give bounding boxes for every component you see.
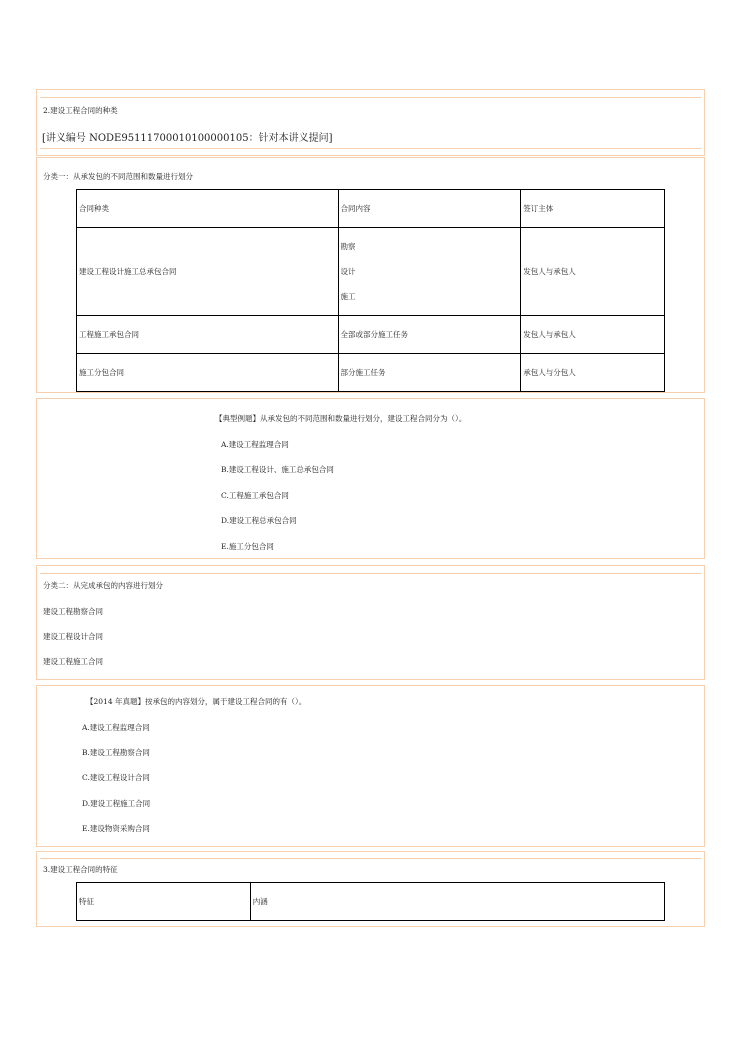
table-header-cell: 内涵 — [250, 883, 664, 921]
example1-option: D.建设工程总承包合同 — [221, 516, 297, 525]
class2-item: 建设工程施工合同 — [43, 657, 103, 666]
table-cell: 发包人与承包人 — [521, 316, 665, 354]
example1-option: C.工程施工承包合同 — [221, 491, 289, 500]
section3-title: 3.建设工程合同的特征 — [43, 865, 118, 874]
table-header-cell: 特征 — [77, 883, 251, 921]
section3-table — [76, 882, 665, 921]
example2-option: D.建设工程施工合同 — [82, 799, 151, 808]
table-header-cell: 合同内容 — [338, 190, 521, 228]
table-cell — [338, 228, 521, 316]
table-cell: 部分施工任务 — [338, 354, 521, 392]
table-cell: 承包人与分包人 — [521, 354, 665, 392]
divider — [40, 573, 701, 574]
lecture-ref-link[interactable]: [讲义编号 NODE95111700010100000105：针对本讲义提问] — [42, 133, 333, 144]
table-header-cell: 签订主体 — [521, 190, 665, 228]
class2-heading: 分类二：从完成承包的内容进行划分 — [43, 581, 163, 590]
example1-option: A.建设工程监理合同 — [221, 440, 289, 449]
divider — [40, 148, 701, 149]
content-item: 勘察 — [340, 242, 356, 251]
table-cell: 施工分包合同 — [77, 354, 339, 392]
table-header-cell: 合同种类 — [77, 190, 339, 228]
table-header-row — [77, 883, 665, 921]
example1-question: 【典型例题】从承发包的不同范围和数量进行划分，建设工程合同分为（）。 — [215, 414, 467, 423]
example2-option: A.建设工程监理合同 — [82, 723, 150, 732]
class2-item: 建设工程设计合同 — [43, 632, 103, 641]
example2-option: E.建设物资采购合同 — [82, 824, 150, 833]
table-cell: 发包人与承包人 — [521, 228, 665, 316]
table-cell: 建设工程设计施工总承包合同 — [77, 228, 339, 316]
table-row — [77, 354, 665, 392]
section2-title: 2.建设工程合同的种类 — [43, 106, 118, 115]
example1-option: B.建设工程设计、施工总承包合同 — [221, 465, 334, 474]
example2-question: 【2014 年真题】按承包的内容划分，属于建设工程合同的有（）。 — [86, 697, 307, 706]
class1-table — [76, 189, 665, 392]
table-cell: 工程施工承包合同 — [77, 316, 339, 354]
table-cell: 全部或部分施工任务 — [338, 316, 521, 354]
example2-option: B.建设工程勘察合同 — [82, 748, 150, 757]
divider — [40, 858, 701, 859]
class2-item: 建设工程勘察合同 — [43, 607, 103, 616]
divider — [40, 97, 701, 98]
table-header-row — [77, 190, 665, 228]
content-item: 设计 — [340, 267, 356, 276]
content-item: 施工 — [340, 292, 356, 301]
table-row — [77, 228, 665, 316]
example1-option: E.施工分包合同 — [221, 542, 274, 551]
table-row — [77, 316, 665, 354]
section2-box — [36, 89, 705, 156]
class1-heading: 分类一：从承发包的不同范围和数量进行划分 — [43, 172, 193, 181]
example2-option: C.建设工程设计合同 — [82, 773, 150, 782]
